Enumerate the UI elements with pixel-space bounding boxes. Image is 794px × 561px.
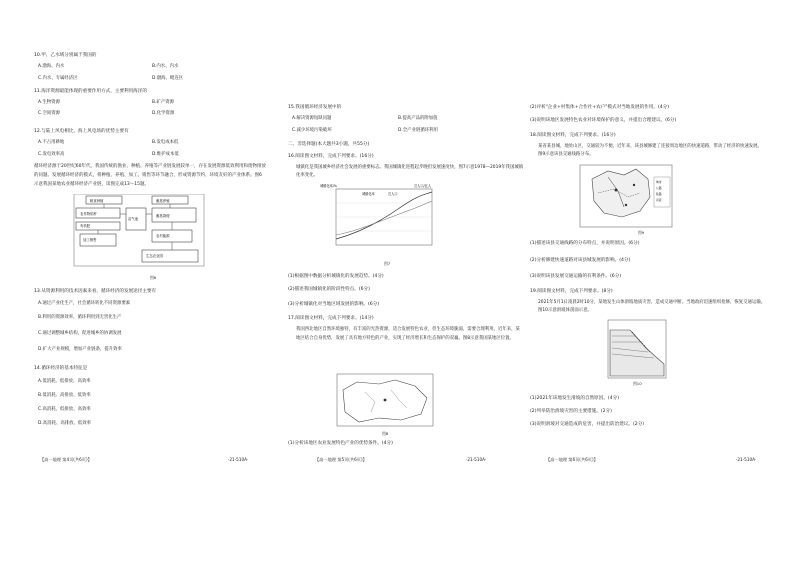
passage-17: 我国西北地区自然环境独特，有丰富的光热资源，适合发展特色农业，但生态环境脆弱，需要合理利用。近年来，某地区结合自身优势，发展了具有地方特色的产业，实现了经济增长和生态保护的双赢。图8示意我国某地区位置。 [296, 327, 520, 341]
legend-item: 公路 [656, 186, 662, 190]
page-code: ·21-510A· [466, 457, 487, 462]
fig-box-label: 有机肥 [80, 224, 91, 228]
fig-box-label: 农作物秸秆 [80, 212, 97, 216]
section-heading: 二、非选择题(本大题共3小题，共55分) [288, 142, 370, 147]
option: D.维护成本低 [152, 152, 179, 157]
series-urbanization-line [336, 192, 432, 239]
question-18: 18.阅读图文材料，完成下列要求。(16分) [530, 133, 616, 138]
fig-box-label: 畜禽粪便 [156, 214, 170, 218]
passage-16: 城镇化是我国城乡经济社会发展的重要标志。我国城镇化进程起步晚但发展速度快，图7示意1978—2019年我国城镇化率变化。 [296, 165, 524, 178]
option: A.渤海、内水 [38, 64, 65, 69]
chart-right-axis-title: 总人口/亿人 [414, 184, 432, 188]
option: C.高消耗、低排放、高效率 [38, 407, 91, 412]
question-19-1: (1)2021年该地发生滑坡的自然原因。(4分) [530, 396, 620, 401]
figure-9-map [578, 163, 674, 229]
figure-8-caption: 图8 [382, 431, 389, 436]
question-17-3: (3)说明该地区发展特色农业对环境保护的意义，并提出合理建议。(6分) [530, 118, 677, 123]
question-17-2: (2)评析"企业+村集体+合作社+农户"模式对当地发展的作用。(4分) [530, 105, 670, 110]
question-19: 19.阅读图文材料，完成下列要求。(8分) [530, 289, 613, 294]
fig-box-label: 生态农业园 [146, 254, 163, 258]
question-12: 12.与陆上风电相比，海上风电场的优势主要有 [34, 129, 129, 134]
page-footer: 【高一地理 第4页(共6页)】 [40, 457, 92, 462]
fig-box-label: 畜禽养殖 [156, 199, 170, 203]
option: B.矿产资源 [152, 100, 174, 105]
chart-legend-1: 城镇化率 [362, 192, 375, 196]
legend-item: 城市 [656, 180, 662, 184]
passage-13-15: 循环经济源于20世纪60年代，我国传统的渔业、种植、养殖等产业链发展较单一，存在发展资源低效利用和废物排放的问题。发展循环经济的模式，将种植、养殖、加工、销售等环节融合，形成资源节约、环境友好的产业体系。图6示意我国某地农业循环经济产业链，读图完成13～15题。 [34, 164, 266, 187]
option: B.低消耗、高排放、低效率 [38, 393, 91, 398]
question-19-2: (2)列举防治滑坡灾害的主要措施。(2分) [530, 409, 612, 414]
question-18-2: (2)分析修建快速道路对该县城发展的影响。(4分) [530, 258, 631, 263]
question-16-3: (3)分析城镇化对当地区域发展的影响。(6分) [288, 302, 380, 307]
option: A.生物资源 [38, 100, 60, 105]
figure-10-caption: 图10 [633, 381, 642, 386]
question-13: 13.从资源利用的技术因素来看，循环经济的发展途径主要有 [34, 289, 157, 294]
option: A.通过产业化生产，社会循环转化不同资源要素 [38, 301, 131, 306]
fig-box-label: 加工销售 [83, 238, 97, 242]
passage-18: 某省某县城，地处山区，交通较为不便。近年来，该县城修建了连接周边地区的快速道路，带动了经济的快速发展。图9示意该县交通线路分布。 [538, 144, 762, 157]
question-17-1: (1)分析该地区农业发展特色产业的优势条件。(4分) [288, 441, 393, 446]
question-16-1: (1)根据图中数据分析城镇化的发展趋势。(4分) [288, 274, 384, 279]
option: C.内水、专属经济区 [38, 76, 78, 81]
fig-box-label: 沼气池 [128, 217, 139, 221]
option: B.内水、内水 [152, 64, 179, 69]
option: D.高消耗、高排放、低效率 [38, 421, 92, 426]
chart-left-axis-title: 城镇化率/% [320, 184, 337, 188]
legend-item: 铁路 [656, 192, 662, 196]
page-footer: 【高一地理 第6页(共6页)】 [546, 457, 598, 462]
option: C.减少环境污染破坏 [292, 128, 332, 133]
figure-9-caption: 图9 [638, 230, 645, 235]
option: A.低消耗、低排放、高效率 [38, 379, 91, 384]
option: D.渤海、毗连区 [152, 76, 184, 81]
question-11: 11.海洋资源最能体现的重要作用方式，主要利用海洋的 [34, 89, 147, 94]
question-18-3: (3)说明该县发展交通运输的有利条件。(6分) [530, 274, 622, 279]
figure-6-flowchart [72, 194, 222, 276]
question-16-2: (2)描述我国城镇化的阶段性特点。(6分) [288, 287, 370, 292]
figure-7-chart [318, 183, 448, 259]
option: A.不占用耕地 [38, 140, 65, 145]
page-code: ·21-510A· [736, 457, 757, 462]
question-17: 17.阅读图文材料，完成下列要求。(14分) [288, 316, 374, 321]
figure-7-caption: 图7 [384, 261, 391, 266]
question-18-1: (1)描述该县交通线路的分布特点，并说明原因。(6分) [530, 241, 640, 246]
option: B.提高产品的附加值 [398, 116, 438, 121]
option: D.化学资源 [152, 111, 175, 116]
option: B.发电成本低 [152, 140, 179, 145]
question-16: 16.阅读图文材料，完成下列要求。(16分) [288, 154, 374, 159]
figure-6-caption: 图6 [150, 275, 157, 280]
option: C.发电效率高 [38, 152, 65, 157]
legend-item: 河流 [656, 198, 662, 202]
chart-legend-2: 总人口 [388, 192, 398, 196]
question-10: 10.甲、乙水域分别属于我国的 [34, 53, 97, 58]
fig-box-label: 农村能源 [156, 234, 170, 238]
passage-19: 2021年5月1日凌晨2时10分，某地发生山体滑坡地质灾害，造成交通中断。当地政府迅速组织抢修，恢复交通运输。图10示意滑坡体剖面示意。 [538, 300, 766, 313]
question-19-3: (3)说明滑坡对交通造成的危害，并提出防治建议。(2分) [530, 422, 645, 427]
option: C.空间资源 [38, 111, 61, 116]
option: B.利用的资源效率，循环利用到无害化生产 [38, 315, 122, 320]
page-code: ·21-510A· [228, 457, 249, 462]
option: C.通过调整城乡结构，促进城乡的协调发展 [38, 331, 122, 336]
figure-10-diagram [606, 318, 668, 380]
question-14: 14.循环经济的基本特征是 [34, 366, 88, 371]
question-15: 15.我国循环经济发展中的 [288, 105, 342, 110]
option: A.解决资源短缺问题 [292, 116, 332, 121]
figure-8-map [335, 372, 435, 428]
page-footer: 【高一地理 第5页(共6页)】 [315, 457, 367, 462]
option: D.扩大产业规模，增加产业链条，提升效率 [38, 347, 122, 352]
option: D.全产业链循环利用 [398, 128, 438, 133]
fig-box-label: 粮食种植 [90, 199, 104, 203]
